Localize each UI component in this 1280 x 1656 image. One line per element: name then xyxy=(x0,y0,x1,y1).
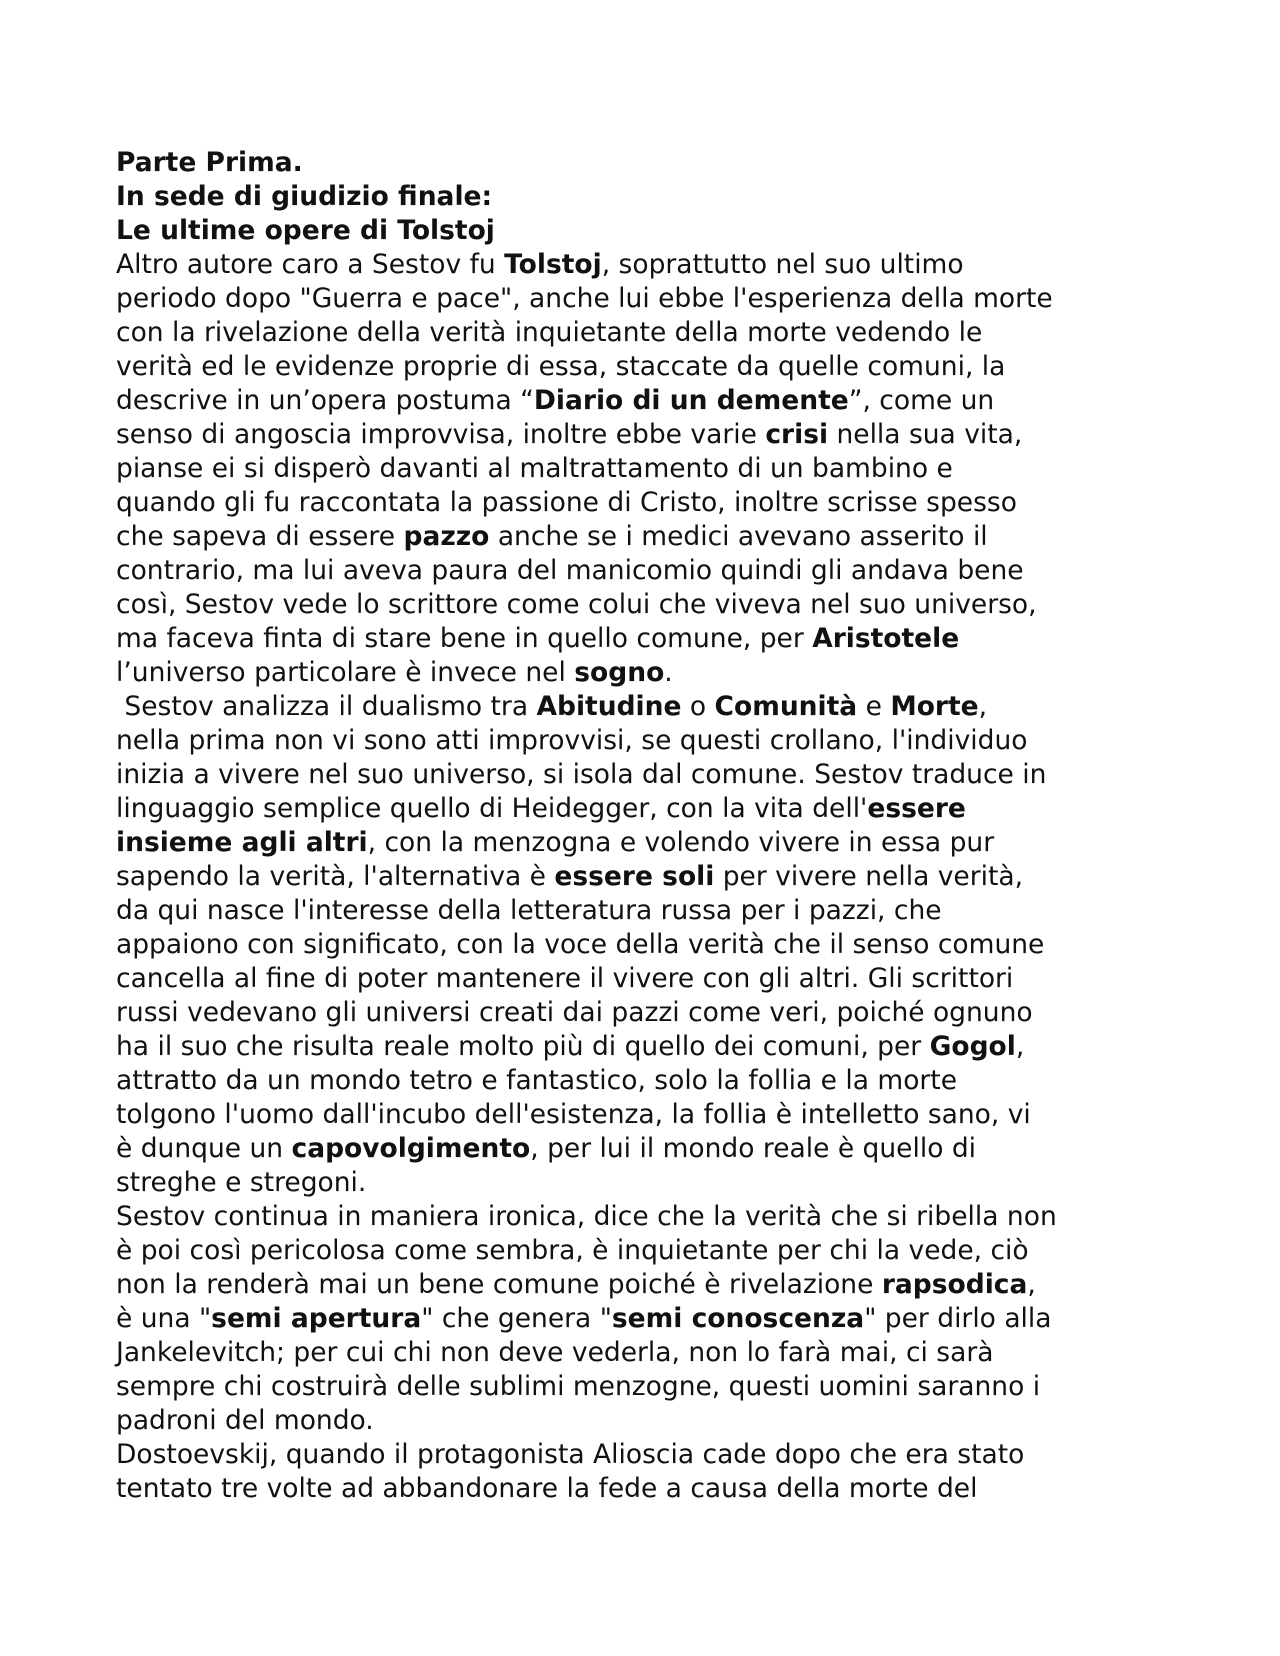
text-run: Dostoevskij, quando il protagonista Alioscia cade dopo che era stato xyxy=(116,1439,1025,1470)
text-line xyxy=(116,1166,1196,1200)
text-run: streghe e stregoni. xyxy=(116,1167,367,1198)
text-line xyxy=(116,350,1196,384)
emphasized-term: semi conoscenza xyxy=(611,1303,865,1334)
emphasized-term: Tolstoj xyxy=(504,249,602,280)
emphasized-term: Diario di un demente xyxy=(533,385,849,416)
text-line xyxy=(116,452,1196,486)
text-run: Jankelevitch; per cui chi non deve vederla, non lo farà mai, ci sarà xyxy=(116,1337,994,1368)
emphasized-term: sogno xyxy=(574,657,665,688)
emphasized-term: essere soli xyxy=(554,861,715,892)
text-run: ”, come un xyxy=(848,385,995,416)
text-run: nella sua vita, xyxy=(828,419,1023,450)
text-line xyxy=(116,1404,1196,1438)
text-line xyxy=(116,1268,1196,1302)
text-run: sempre chi costruirà delle sublimi menzogne, questi uomini saranno i xyxy=(116,1371,1041,1402)
emphasized-term: Gogol xyxy=(929,1031,1016,1062)
text-run: tolgono l'uomo dall'incubo dell'esistenza, la follia è intelletto sano, vi xyxy=(116,1099,1031,1130)
text-line xyxy=(116,996,1196,1030)
text-line xyxy=(116,656,1196,690)
text-line xyxy=(116,622,1196,656)
text-line xyxy=(116,316,1196,350)
text-run: nella prima non vi sono atti improvvisi, se questi crollano, l'individuo xyxy=(116,725,1028,756)
text-run: Sestov continua in maniera ironica, dice che la verità che si ribella non xyxy=(116,1201,1057,1232)
paragraph xyxy=(116,1200,1196,1438)
section-subtitle: In sede di giudizio finale: xyxy=(116,181,493,212)
text-line xyxy=(116,486,1196,520)
text-run: per vivere nella verità, xyxy=(714,861,1024,892)
text-line xyxy=(116,690,1196,724)
text-run: sapendo la verità, l'alternativa è xyxy=(116,861,555,892)
text-run: che sapeva di essere xyxy=(116,521,404,552)
text-run: , per lui il mondo reale è quello di xyxy=(530,1133,977,1164)
text-run: , xyxy=(1015,1031,1025,1062)
emphasized-term: Comunità xyxy=(714,691,858,722)
text-run: pianse ei si disperò davanti al maltrattamento di un bambino e xyxy=(116,453,953,484)
text-line xyxy=(116,1472,1196,1506)
text-run: tentato tre volte ad abbandonare la fede a causa della morte del xyxy=(116,1473,978,1504)
text-line xyxy=(116,758,1196,792)
text-run: cancella al fine di poter mantenere il vivere con gli altri. Gli scrittori xyxy=(116,963,1014,994)
text-line xyxy=(116,1030,1196,1064)
text-line xyxy=(116,1438,1196,1472)
text-run: anche se i medici avevano asserito il xyxy=(489,521,988,552)
emphasized-term: Aristotele xyxy=(812,623,960,654)
text-line xyxy=(116,792,1196,826)
text-line xyxy=(116,1132,1196,1166)
text-run: senso di angoscia improvvisa, inoltre ebbe varie xyxy=(116,419,766,450)
text-run: quando gli fu raccontata la passione di Cristo, inoltre scrisse spesso xyxy=(116,487,1017,518)
text-line xyxy=(116,724,1196,758)
paragraph xyxy=(116,690,1196,1200)
text-run: Sestov analizza il dualismo tra xyxy=(116,691,537,722)
text-run: è poi così pericolosa come sembra, è inquietante per chi la vede, ciò xyxy=(116,1235,1029,1266)
text-run: e xyxy=(857,691,891,722)
text-run: verità ed le evidenze proprie di essa, staccate da quelle comuni, la xyxy=(116,351,1006,382)
section-title: Parte Prima. xyxy=(116,147,303,178)
paragraph xyxy=(116,248,1196,690)
emphasized-term: rapsodica xyxy=(881,1269,1028,1300)
text-run: ha il suo che risulta reale molto più di quello dei comuni, per xyxy=(116,1031,930,1062)
text-run: , con la menzogna e volendo vivere in essa pur xyxy=(367,827,995,858)
text-line xyxy=(116,1336,1196,1370)
emphasized-term: Morte xyxy=(890,691,979,722)
text-run: " per dirlo alla xyxy=(864,1303,1052,1334)
text-run: Altro autore caro a Sestov fu xyxy=(116,249,505,280)
emphasized-term: essere xyxy=(867,793,966,824)
chapter-title: Le ultime opere di Tolstoj xyxy=(116,215,495,246)
text-line xyxy=(116,554,1196,588)
text-line xyxy=(116,1370,1196,1404)
text-line xyxy=(116,418,1196,452)
emphasized-term: pazzo xyxy=(403,521,490,552)
text-run: descrive in un’opera postuma “ xyxy=(116,385,534,416)
text-run: " che genera " xyxy=(421,1303,612,1334)
text-line xyxy=(116,928,1196,962)
text-run: è dunque un xyxy=(116,1133,292,1164)
text-run: linguaggio semplice quello di Heidegger, con la vita dell' xyxy=(116,793,868,824)
text-run: , soprattutto nel suo ultimo xyxy=(601,249,964,280)
text-line xyxy=(116,1302,1196,1336)
text-line xyxy=(116,1200,1196,1234)
text-run: è una " xyxy=(116,1303,212,1334)
text-line xyxy=(116,962,1196,996)
text-run: attratto da un mondo tetro e fantastico, solo la follia e la morte xyxy=(116,1065,957,1096)
text-run: padroni del mondo. xyxy=(116,1405,374,1436)
text-line xyxy=(116,1064,1196,1098)
text-run: periodo dopo "Guerra e pace", anche lui ebbe l'esperienza della morte xyxy=(116,283,1053,314)
text-run: così, Sestov vede lo scrittore come colui che viveva nel suo universo, xyxy=(116,589,1037,620)
text-run: , xyxy=(1027,1269,1036,1300)
text-run: con la rivelazione della verità inquietante della morte vedendo le xyxy=(116,317,983,348)
emphasized-term: insieme agli altri xyxy=(116,827,368,858)
text-run: da qui nasce l'interesse della letteratura russa per i pazzi, che xyxy=(116,895,942,926)
text-line xyxy=(116,588,1196,622)
body-text xyxy=(116,248,1196,1506)
text-run: , xyxy=(978,691,988,722)
text-run: l’universo particolare è invece nel xyxy=(116,657,575,688)
text-run: inizia a vivere nel suo universo, si isola dal comune. Sestov traduce in xyxy=(116,759,1047,790)
text-line xyxy=(116,520,1196,554)
text-run: . xyxy=(664,657,673,688)
text-line xyxy=(116,1234,1196,1268)
text-line xyxy=(116,894,1196,928)
text-line xyxy=(116,826,1196,860)
text-run: o xyxy=(681,691,715,722)
text-line xyxy=(116,248,1196,282)
text-run: ma faceva finta di stare bene in quello comune, per xyxy=(116,623,813,654)
emphasized-term: semi apertura xyxy=(211,1303,422,1334)
emphasized-term: Abitudine xyxy=(536,691,682,722)
text-run: appaiono con significato, con la voce della verità che il senso comune xyxy=(116,929,1045,960)
text-run: non la renderà mai un bene comune poiché è rivelazione xyxy=(116,1269,882,1300)
emphasized-term: capovolgimento xyxy=(291,1133,531,1164)
emphasized-term: crisi xyxy=(765,419,829,450)
text-line xyxy=(116,384,1196,418)
text-run: contrario, ma lui aveva paura del manicomio quindi gli andava bene xyxy=(116,555,1024,586)
text-run: russi vedevano gli universi creati dai pazzi come veri, poiché ognuno xyxy=(116,997,1033,1028)
paragraph xyxy=(116,1438,1196,1506)
text-line xyxy=(116,282,1196,316)
text-line xyxy=(116,1098,1196,1132)
text-line xyxy=(116,860,1196,894)
document-page xyxy=(116,146,1196,1506)
